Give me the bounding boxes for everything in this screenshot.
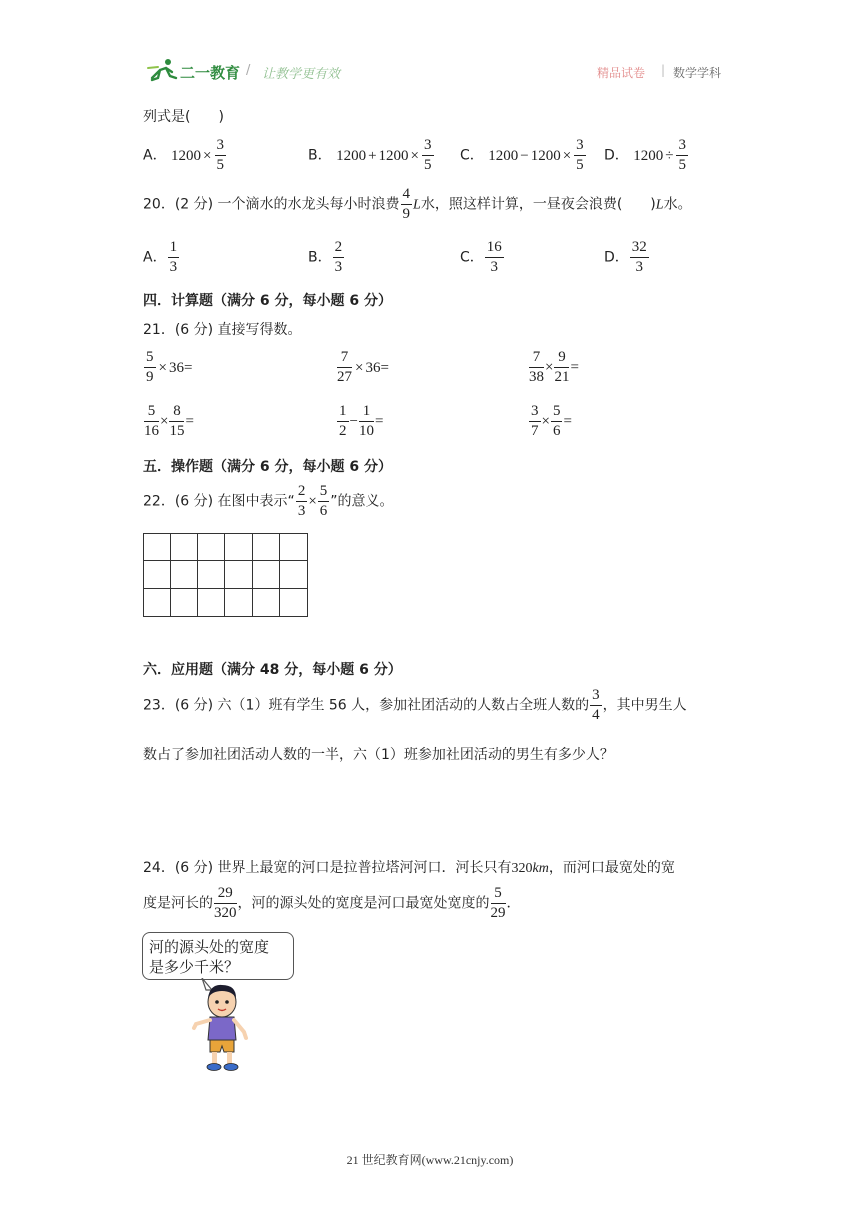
unit: L [655,197,664,213]
q20-option-d [604,240,650,275]
calc-item: $\frac{7}{38}$ × $\frac{9}{21}$ = [529,349,579,385]
option-label: A． [143,249,167,266]
q20-option-c [460,240,505,275]
option-label: D． [604,147,629,164]
q23-line1: 23．(6 分) 六（1）班有学生 56 人，参加社团活动的人数占全班人数的 $\frac{3}{4}$ ，其中男生人 [143,687,687,723]
option-label: B． [308,249,332,266]
fraction: $\frac{3}{5}$ [216,137,224,173]
fraction: $\frac{3}{5}$ [576,137,584,173]
fraction: $\frac{1}{3}$ [169,239,178,275]
header-slash: / [246,63,251,78]
q19-option-b [308,138,435,173]
speech-bubble [142,932,294,980]
bubble-line: 河的源头处的宽度 [149,938,270,956]
calc-item: $\frac{3}{7}$ × $\frac{5}{6}$ = [531,403,572,439]
page-footer: 21 世纪教育网(www.21cnjy.com) [346,1153,514,1167]
boy-illustration-icon [184,978,264,1074]
section-title: 四．计算题（满分 6 分，每小题 6 分） [143,293,392,309]
section-title: 五．操作题（满分 6 分，每小题 6 分） [143,459,392,475]
operator: × [410,147,419,164]
option-label: C． [460,249,484,266]
number: 1200 [378,147,409,164]
q20-prefix: 20．(2 分) 一个滴水的水龙头每小时浪费 [143,196,400,213]
operator: + [368,147,377,164]
header-subject: 数学学科 [673,66,722,80]
operator: ÷ [665,147,674,164]
operator: × [203,147,212,164]
q20-option-b [308,240,345,275]
option-label: B． [308,147,332,164]
fraction: $\frac{2}{3}$ [334,239,343,275]
calc-item: $\frac{5}{16}$ × $\frac{8}{15}$ = [144,403,194,439]
q19-tail: 列式是( ) [143,109,224,125]
operator: × [562,147,572,164]
fraction: $\frac{4}{9}$ [402,186,411,222]
fraction: $\frac{32}{3}$ [631,239,647,275]
fraction: $\frac{16}{3}$ [486,239,502,275]
option-label: D． [604,249,629,266]
q19-option-d [604,138,689,173]
q21-question: 21．(6 分) 直接写得数。 [143,322,302,338]
number: 1200 [171,147,202,164]
header-label: 精品试卷 [597,66,646,80]
q24-line1: 24．(6 分) 世界上最宽的河口是拉普拉塔河河口．河长只有320km，而河口最宽处的宽 [143,860,675,876]
q19-option-a [143,138,227,173]
q20-option-a [143,240,180,275]
header-separator: | [661,63,666,77]
number: 1200 [633,147,664,164]
fraction: $\frac{3}{5}$ [678,137,686,173]
number: 1200 [336,147,367,164]
option-label: C． [460,147,484,164]
fraction-grid[interactable] [143,533,308,617]
brand-slogan: 让教学更有效 [262,67,341,82]
q19-option-c [460,138,587,173]
calc-item: $\frac{5}{9}$ × 36= [146,349,193,385]
calc-item: $\frac{7}{27}$ × 36= [337,349,389,385]
q20-question [143,187,692,222]
q20-suffix: 水。 [663,196,692,213]
fraction: $\frac{3}{5}$ [424,137,432,173]
number: 1200 [530,147,561,164]
q24-line2: 度是河长的 $\frac{29}{320}$ ，河的源头处的宽度是河口最宽处宽度的 $\frac{5}{29}$ ． [143,885,521,921]
brand-name: 二一教育 [180,64,241,82]
calc-item: $\frac{1}{2}$ − $\frac{1}{10}$ = [339,403,384,439]
q23-line2: 数占了参加社团活动人数的一半，六（1）班参加社团活动的男生有多少人？ [143,747,614,763]
section-title: 六．应用题（满分 48 分，每小题 6 分） [143,662,402,678]
unit: L [413,197,421,213]
runner-logo-icon [146,58,180,82]
bubble-line: 是多少千米？ [149,958,240,976]
q20-middle: 水，照这样计算，一昼夜会浪费( ) [420,196,656,213]
q22-question: 22．(6 分) 在图中表示“ $\frac{2}{3}$ × $\frac{5}{6}$ ”的意义。 [143,483,394,519]
option-label: A． [143,147,167,164]
number: 1200 [488,147,519,164]
operator: − [520,147,529,164]
